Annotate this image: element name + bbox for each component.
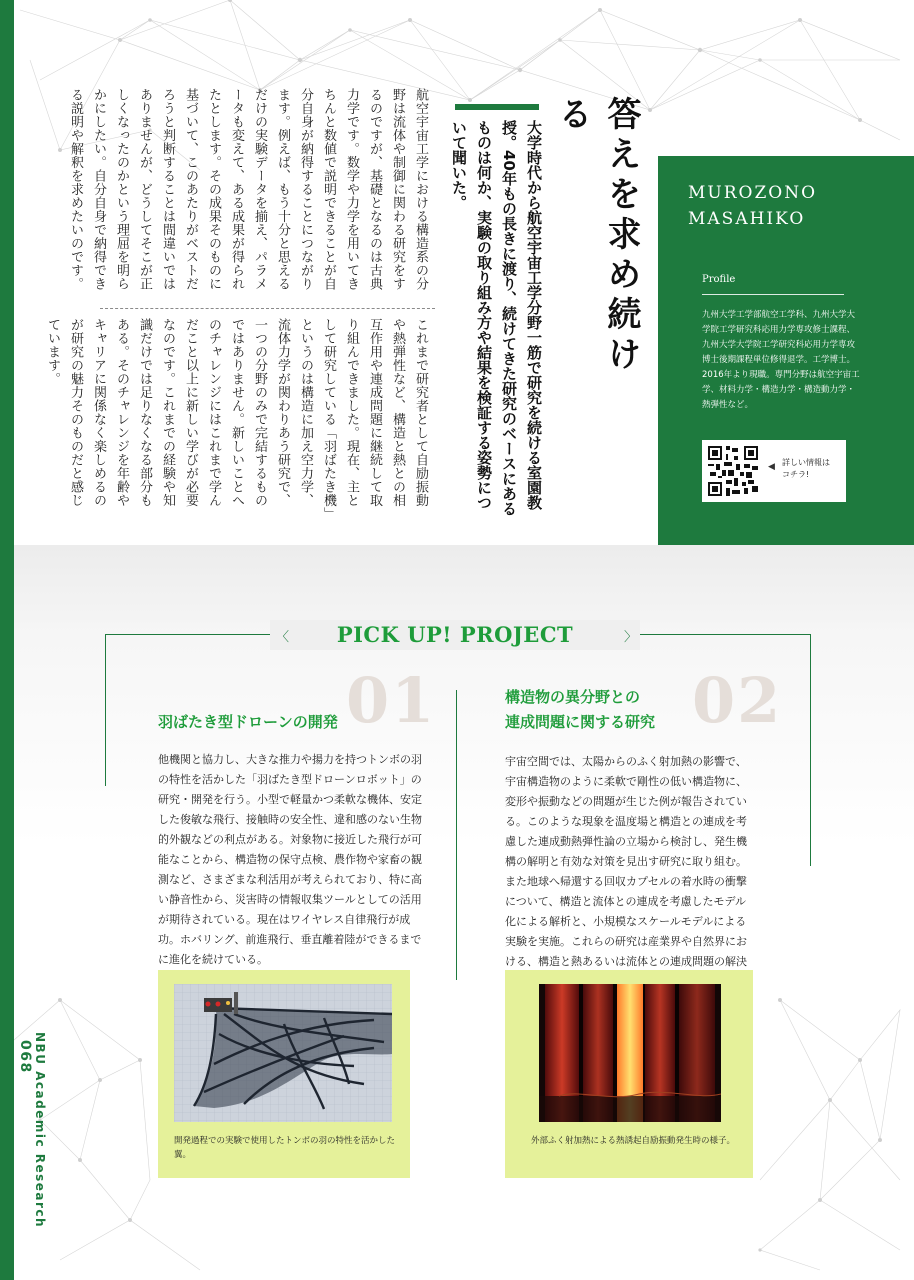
publication-name: NBU Academic Research: [33, 1032, 47, 1229]
pickup-frame-right: [810, 634, 811, 866]
project-title-02-line1: 構造物の異分野との: [505, 688, 641, 706]
profile-rule: [702, 294, 844, 295]
body-text-bottom: これまで研究者として自励振動や熱弾性など、構造と熱との相互作用や連成問題に継続して取り組んできました。現在、主として研究している「羽ばたき機」というのは構造に加え空力学、流体力学が関わりあう研究で、一つの分野のみで完結するものではありません。新しいことへのチャレンジにはこれまで学んだこと以上に新しい学びが必要なのです。これまでの経験や知識だけでは足りなくなる部分もある。そのチャレンジを年齢やキャリアに関係なく楽しめるのが研究の魅力そのものだと感じています。: [45, 318, 428, 514]
thermal-vibration-photo: [539, 984, 721, 1122]
project-title-02-line2: 連成問題に関する研究: [505, 713, 656, 731]
project-photo-card-02: [505, 970, 753, 1178]
column-divider: [100, 308, 435, 309]
page-number: 068: [17, 1040, 33, 1074]
project-title-01-line1: 羽ばたき型ドローンの開発: [158, 713, 338, 731]
left-accent-bar: [0, 0, 14, 1280]
project-number-02: 02: [692, 664, 783, 737]
qr-link[interactable]: [702, 440, 846, 502]
project-divider: [456, 690, 457, 980]
chevron-left-icon: 〈: [276, 630, 290, 645]
project-photo-card-01: [158, 970, 410, 1178]
qr-arrow-icon: ◀: [768, 462, 775, 472]
project-title-01: [158, 710, 338, 735]
running-footer: [17, 1032, 47, 1262]
profile-label: Profile: [702, 274, 736, 285]
profile-name-family: MUROZONO: [688, 183, 818, 203]
article-lead: 大学時代から航空宇宙工学分野一筋で研究を続ける室園教授。40年もの長きに渡り、続けてきた研究のベースにあるものは何か、実験の取り組み方や結果を検証する姿勢について聞いた。: [450, 120, 543, 516]
profile-name-given: MASAHIKO: [688, 209, 806, 229]
dragonfly-wing-photo: [174, 984, 392, 1122]
qr-code-icon[interactable]: [708, 446, 758, 496]
profile-panel: [658, 156, 914, 545]
body-text-top: 航空宇宙工学における構造系の分野は流体や制御に関わる研究をするのですが、基礎となるのは古典力学です。数学や力学を用いてきちんと数値で説明できることが自分自身が納得することにつながります。例えば、もう十分と思えるだけの実験データを揃え、パラメータも変えて、ある成果が得られたとします。その成果そのものに基づいて、このあたりがベストだろうと判断することは間違いではありませんが、どうしてそこが正しくなったのかという理屈を明らかにしたい。自分自身で納得できる説明や解釈を求めたいのです。: [68, 88, 428, 291]
pickup-frame-left: [105, 634, 106, 786]
profile-text: 九州大学工学部航空工学科、九州大学大学院工学研究科応用力学専攻修士課程、九州大学大学院工学研究科応用力学専攻博士後期課程単位修得退学。工学博士。2016年より現職。専門分野は航空宇宙工学、材料力学・構造力学・構造動力学・熱弾性など。: [702, 310, 860, 410]
project-title-02: [505, 685, 655, 735]
qr-note-line1: 詳しい情報は: [782, 458, 830, 467]
pickup-title: PICK UP! PROJECT: [336, 622, 574, 647]
project-text-02: 宇宙空間では、太陽からのふく射加熱の影響で、宇宙構造物のように柔軟で剛性の低い構造物に、変形や振動などの問題が生じた例が報告されている。このような現象を温度場と構造との連成を考慮した連成動熱弾性論の立場から検討し、発生機構の解明と有効な対策を見出す研究に取り組む。また地球へ帰還する回収カプセルの着水時の衝撃について、構造と流体との連成を考慮したモデル化による解析と、小規模なスケールモデルによる実験を実施。これらの研究は産業界や自然界における、構造と熱あるいは流体との連成問題の解決: [505, 755, 747, 968]
qr-note[interactable]: [782, 457, 830, 481]
title-accent-line: [455, 104, 539, 110]
profile-name: [688, 180, 817, 232]
project-text-01: 他機関と協力し、大きな推力や揚力を持つトンボの羽の特性を活かした「羽ばたき型ドローンロボット」の研究・開発を行う。小型で軽量かつ柔軟な機体、安定した俊敏な飛行、接触時の安全性、違和感のない生物的外観などの利点がある。対象物に接近した飛行が可能なことから、構造物の保守点検、農作物や家畜の観測など、さまざまな利活用が考えられており、特に高い静音性から、災害時の情報収集ツールとしての活用が期待されている。現在はワイヤレス自律飛行が成功。ホバリング、前進飛行、垂直離着陸ができるまでに進化を続けている。: [158, 753, 422, 966]
project-number-01: 01: [346, 664, 437, 737]
project-caption-02: 外部ふく射加熱による熱誘起自励振動発生時の様子。: [530, 1136, 735, 1146]
article-title: 答えを求め続ける: [552, 96, 641, 376]
qr-note-line2: コチラ!: [782, 470, 810, 479]
project-caption-01: 開発過程での実験で使用したトンボの羽の特性を活かした翼。: [174, 1136, 396, 1160]
chevron-right-icon: 〉: [624, 630, 638, 645]
